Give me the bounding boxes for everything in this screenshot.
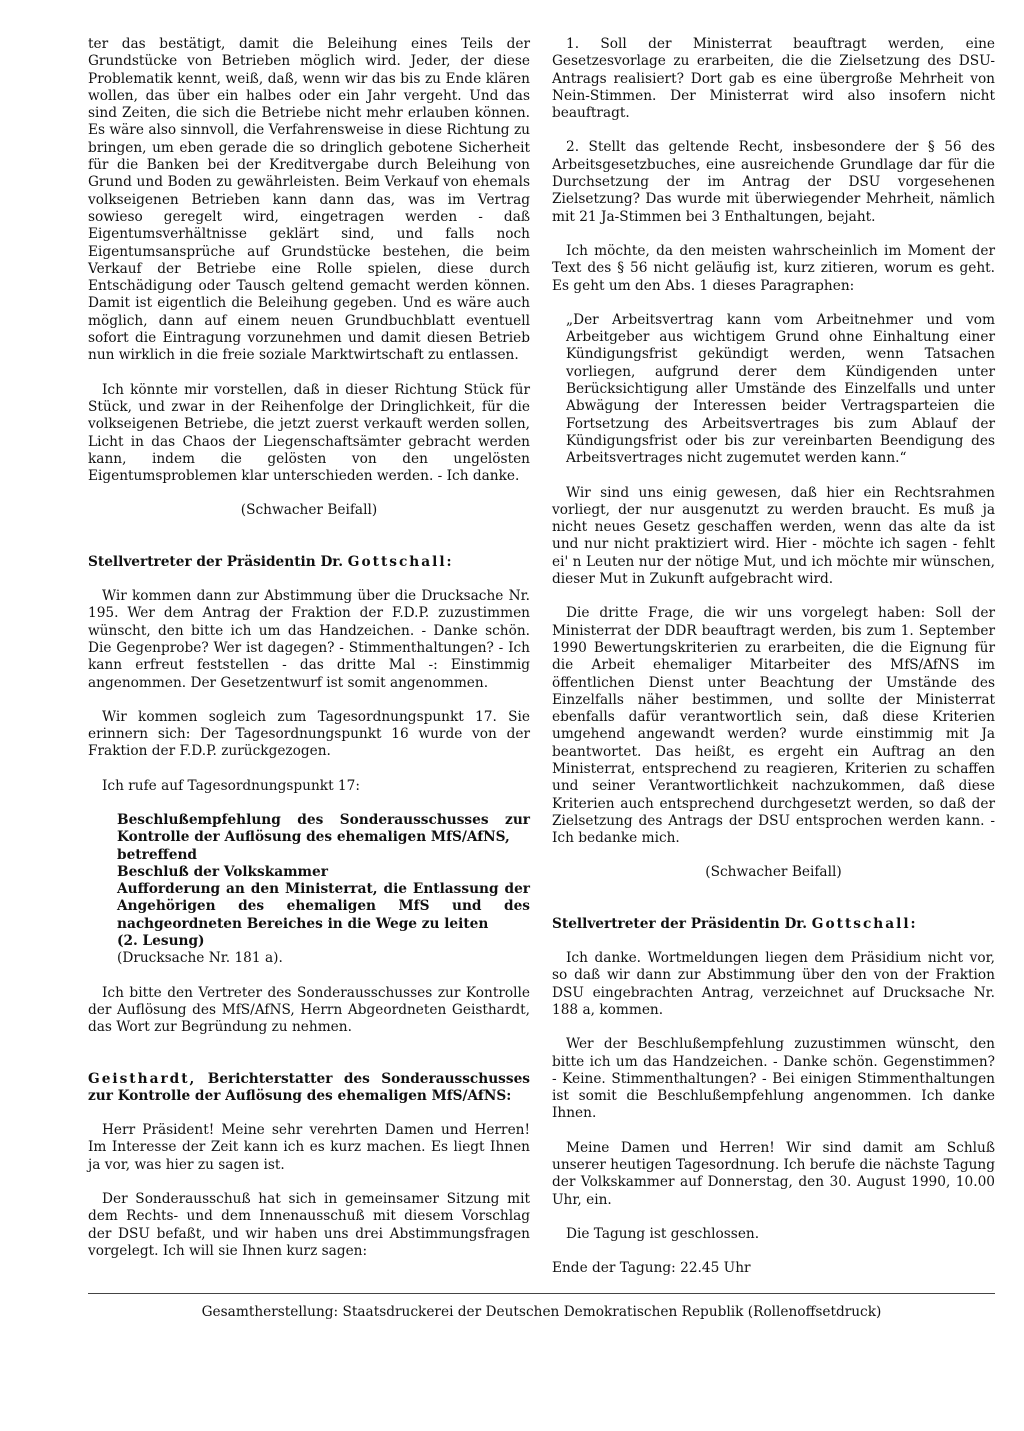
paragraph: 1. Soll der Ministerrat beauftragt werden, eine Gesetzesvorlage zu erarbeiten, die die Zielsetzung des DSU-Antrags realisiert? Dort gab es eine übergroße Mehrheit von Nein-Stimmen. Der Ministerrat wird also insofern nicht beauftragt. bbox=[552, 36, 995, 122]
agenda-line: betreffend bbox=[117, 846, 197, 863]
paragraph: ter das bestätigt, damit die Beleihung eines Teils der Grundstücke von Betrieben möglich wird. Jeder, der diese Problematik kennt, weiß, daß, wenn wir das bis zu Ende klären wollen, das über ein halbes oder ein Jahr vergeht. Und das sind Zeiten, die sich die Betriebe nicht mehr erlauben können. Es wäre also sinnvoll, die Verfahrensweise in diese Richtung zu bringen, um eben gerade die so dringlich gebotene Sicherheit für die Banken bei der Kreditvergabe durch Beleihung von Grund und Boden zu gewährleisten. Beim Verkauf von ehemals volkseigenen Betrieben kann dann das, was im Vertrag sowieso geregelt wird, eingetragen werden - daß Eigentumsverhältnisse geklärt sind, und falls noch Eigentumsansprüche auf Grundstücke bestehen, die beim Verkauf der Betriebe eine Rolle spielen, diese durch Entschädigung oder Tausch geltend gemacht werden können. Damit ist eigentlich die Beleihung gegeben. Und es wäre auch möglich, dann auf einem neuen Grundbuchblatt eventuell sofort die Eintragung vorzunehmen und damit diesen Betrieb nun wirklich in die freie soziale Marktwirtschaft zu entlassen. bbox=[88, 36, 530, 364]
speaker-name: Gottschall: bbox=[347, 553, 454, 570]
paragraph: Ich rufe auf Tagesordnungspunkt 17: bbox=[102, 777, 360, 794]
agenda-line: Aufforderung an den Ministerrat, die Entlassung der Angehörigen des ehemaligen MfS und des nachgeordneten Bereiches in die Wege zu leiten bbox=[117, 881, 530, 932]
paragraph: Meine Damen und Herren! Wir sind damit am Schluß unserer heutigen Tagesordnung. Ich berufe die nächste Tagung der Volkskammer auf Donnerstag, den 30. August 1990, 10.00 Uhr, ein. bbox=[552, 1139, 995, 1208]
paragraph: Der Sonderausschuß hat sich in gemeinsamer Sitzung mit dem Rechts- und dem Innenausschuß mit diesem Vorschlag der DSU befaßt, und wir haben uns drei Abstimmungsfragen vorgelegt. Ich will sie Ihnen kurz sagen: bbox=[88, 1191, 530, 1259]
paragraph: Die dritte Frage, die wir uns vorgelegt haben: Soll der Ministerrat der DDR beauftragt werden, bis zum 1. September 1990 Bewertungskriterien zu erarbeiten, die die Eignung für die Arbeit ehemaliger Mitarbeiter des MfS/AfNS im öffentlichen Dienst unter Beachtung der Umstände des Einzelfalls näher bestimmen, und sollte der Ministerrat ebenfalls dafür verantwortlich sein, daß diese Kriterien umgehend angewandt werden? wurde einstimmig mit Ja beantwortet. Das heißt, es ergeht ein Auftrag an den Ministerrat, entsprechend zu reagieren, Kriterien zu schaffen und seiner Verantwortlichkeit nachzukommen, daß diese Kriterien auch entsprechend durchgesetzt werden, so daß der Zielsetzung des Antrags der DSU entsprochen werden kann. - Ich bedanke mich. bbox=[552, 605, 995, 847]
speaker-role: Stellvertreter der Präsidentin Dr. bbox=[552, 915, 808, 932]
paragraph: Wir kommen sogleich zum Tagesordnungspunkt 17. Sie erinnern sich: Der Tagesordnungspunkt 16 wurde von der Fraktion der F.D.P. zurückgezogen. bbox=[88, 708, 530, 760]
paragraph: Ich möchte, da den meisten wahrscheinlich im Moment der Text des § 56 nicht geläufig ist, kurz zitieren, worum es geht. Es geht um den Abs. 1 dieses Paragraphen: bbox=[552, 242, 995, 294]
paragraph: Herr Präsident! Meine sehr verehrten Damen und Herren! Im Interesse der Zeit kann ich es kurz machen. Es liegt Ihnen ja vor, was hier zu sagen ist. bbox=[88, 1122, 530, 1173]
speaker-heading bbox=[88, 554, 530, 571]
speaker-name: Geisthardt, bbox=[88, 1070, 197, 1087]
agenda-line: Beschluß der Volkskammer bbox=[117, 863, 328, 880]
agenda-line: (Drucksache Nr. 181 a). bbox=[117, 950, 283, 967]
law-quote: „Der Arbeitsvertrag kann vom Arbeitnehmer und vom Arbeitgeber aus wichtigem Grund ohne Einhaltung einer Kündigungsfrist gekündigt werden, wenn Tatsachen vorliegen, aufgrund derer dem Kündigenden unter Berücksichtigung aller Umstände des Einzelfalls und unter Abwägung der Interessen beider Vertragsparteien die Fortsetzung des Arbeitsvertrages bis zum Ablauf der Kündigungsfrist oder bis zur vereinbarten Beendigung des Arbeitsvertrages nicht zugemutet werden kann.“ bbox=[566, 311, 995, 467]
speaker-heading bbox=[552, 916, 995, 933]
paragraph: Wir sind uns einig gewesen, daß hier ein Rechtsrahmen vorliegt, der nur ausgenutzt zu werden braucht. Es muß ja nicht neues Gesetz geschaffen werden, wenn das alte da ist und nur nicht praktiziert wird. Hier - möchte ich sagen - fehlt ei' n Leuten nur der nötige Mut, und ich möchte mir wünschen, dieser Mut in Zukunft aufgebracht wird. bbox=[552, 484, 995, 588]
agenda-item bbox=[88, 812, 530, 968]
left-column bbox=[88, 36, 530, 1260]
agenda-line: (2. Lesung) bbox=[117, 933, 205, 950]
speaker-role: Berichterstatter des Sonderausschusses zur Kontrolle der Auflösung des ehemaligen MfS/AfNS: bbox=[88, 1070, 530, 1104]
footer-divider bbox=[88, 1293, 995, 1294]
speaker-name: Gottschall: bbox=[811, 915, 918, 932]
speaker-heading bbox=[88, 1071, 530, 1106]
paragraph: Ich danke. Wortmeldungen liegen dem Präsidium nicht vor, so daß wir dann zur Abstimmung über den von der Fraktion DSU eingebrachten Antrag, verzeichnet auf Drucksache Nr. 188 a, kommen. bbox=[552, 950, 995, 1018]
session-end: Ende der Tagung: 22.45 Uhr bbox=[552, 1260, 751, 1277]
paragraph: Wir kommen dann zur Abstimmung über die Drucksache Nr. 195. Wer dem Antrag der Fraktion der F.D.P. zuzustimmen wünscht, den bitte ich um das Handzeichen. - Danke schön. Die Gegenprobe? Wer ist dagegen? - Stimmenthaltungen? - Ich kann erfreut feststellen - das dritte Mal -: Einstimmig angenommen. Der Gesetzentwurf ist somit angenommen. bbox=[88, 588, 530, 691]
right-column bbox=[552, 36, 995, 1278]
agenda-line: Beschlußempfehlung des Sonderausschusses zur Kontrolle der Auflösung des ehemaligen MfS/AfNS, bbox=[117, 811, 530, 846]
applause-note: (Schwacher Beifall) bbox=[705, 864, 842, 881]
printer-footer: Gesamtherstellung: Staatsdruckerei der Deutschen Demokratischen Republik (Rollenoffsetdruck) bbox=[201, 1304, 882, 1320]
applause-note: (Schwacher Beifall) bbox=[240, 502, 378, 519]
paragraph: Wer der Beschlußempfehlung zuzustimmen wünscht, den bitte ich um das Handzeichen. - Danke schön. Gegenstimmen? - Keine. Stimmenthaltungen? - Bei einigen Stimmenthaltungen ist somit die Beschlußempfehlung angenommen. Ich danke Ihnen. bbox=[552, 1036, 995, 1122]
paragraph: Ich bitte den Vertreter des Sonderausschusses zur Kontrolle der Auflösung des MfS/AfNS, Herrn Abgeordneten Geisthardt, das Wort zur Begründung zu nehmen. bbox=[88, 984, 530, 1036]
speaker-role: Stellvertreter der Präsidentin Dr. bbox=[88, 553, 344, 570]
paragraph: Ich könnte mir vorstellen, daß in dieser Richtung Stück für Stück, und zwar in der Reihenfolge der Dringlichkeit, für die volkseigenen Betriebe, die jetzt zuerst verkauft werden sollen, Licht in das Chaos der Liegenschaftsämter gebracht werden kann, indem die gelösten von den ungelösten Eigentumsproblemen klar unterschieden werden. - Ich danke. bbox=[88, 381, 530, 485]
paragraph: 2. Stellt das geltende Recht, insbesondere der § 56 des Arbeitsgesetzbuches, eine ausreichende Grundlage dar für die Durchsetzung der im Antrag der DSU vorgesehenen Zielsetzung? Das wurde mit überwiegender Mehrheit, nämlich mit 21 Ja-Stimmen bei 3 Enthaltungen, bejaht. bbox=[552, 139, 995, 225]
paragraph: Die Tagung ist geschlossen. bbox=[566, 1225, 760, 1242]
